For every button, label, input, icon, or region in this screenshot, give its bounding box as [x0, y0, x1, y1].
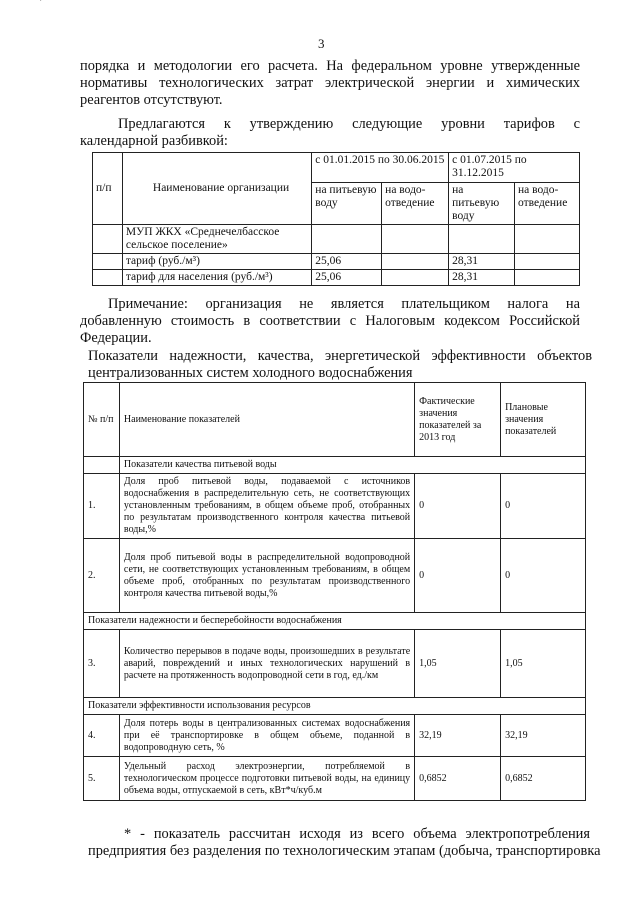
col-planned-header: Плановые значения показателей — [501, 383, 586, 457]
text-line: * - показатель рассчитан исходя из всего объема электропотребления — [124, 826, 590, 842]
text-line: Федерации. — [80, 330, 152, 346]
col-num-header: п/п — [93, 153, 123, 225]
cell-empty — [84, 457, 120, 474]
text-line: Предлагаются к утверждению следующие уровни тарифов с — [118, 116, 580, 132]
col-name-header: Наименование показателей — [119, 383, 414, 457]
pop-p1-water: 25,06 — [312, 270, 382, 286]
text-line: Примечание: организация не является плательщиком налога на — [108, 296, 580, 312]
period1-header: с 01.01.2015 по 30.06.2015 — [312, 153, 449, 183]
sub-drain-header: на водо- отведение — [382, 183, 449, 225]
proposal-paragraph — [80, 116, 580, 150]
indicator-name: Количество перерывов в подаче воды, произошедших в результате аварий, повреждений и иных технологических нарушений в расчете на протяженность водопроводной сети в год, ед./км — [119, 630, 414, 698]
row-num: 1. — [84, 474, 120, 539]
indicators-title — [88, 348, 592, 382]
planned-value: 0 — [501, 474, 586, 539]
cell-empty — [449, 225, 515, 254]
cell-empty — [312, 225, 382, 254]
text-line: реагентов отсутствуют. — [80, 92, 223, 108]
actual-value: 0,6852 — [415, 757, 501, 801]
section-efficiency: Показатели эффективности использования ресурсов — [84, 698, 586, 715]
cell-empty — [382, 270, 449, 286]
tariff-p2-water: 28,31 — [449, 254, 515, 270]
row-num: 3. — [84, 630, 120, 698]
tariff-label: тариф (руб./м³) — [122, 254, 311, 270]
actual-value: 0 — [415, 539, 501, 613]
actual-value: 32,19 — [415, 715, 501, 757]
intro-paragraph — [80, 58, 580, 109]
sub-water-header: на питьевую воду — [312, 183, 382, 225]
indicator-name: Доля проб питьевой воды, подаваемой с источников водоснабжения в распределительную сеть, не соответствующих установленным требованиям, в общем объеме проб, отобранных по результатам производственного контроля качества питьевой воды,% — [119, 474, 414, 539]
section-reliability: Показатели надежности и бесперебойности водоснабжения — [84, 613, 586, 630]
col-num-header: № п/п — [84, 383, 120, 457]
text-line: порядка и методологии его расчета. На федеральном уровне утвержденные — [80, 58, 580, 74]
col-name-header: Наименование организации — [122, 153, 311, 225]
cell-empty — [382, 254, 449, 270]
cell-empty — [93, 254, 123, 270]
scan-edge-line — [40, 0, 78, 1]
period2-header: с 01.07.2015 по 31.12.2015 — [449, 153, 580, 183]
org-name-cell: МУП ЖКХ «Среднечелбасское сельское поселение» — [122, 225, 311, 254]
section-quality: Показатели качества питьевой воды — [119, 457, 585, 474]
text-line: нормативы технологических затрат электрической энергии и химических — [80, 75, 580, 91]
row-num: 4. — [84, 715, 120, 757]
footnote-paragraph — [88, 826, 601, 860]
col-actual-header: Фактические значения показателей за 2013 год — [415, 383, 501, 457]
row-num: 5. — [84, 757, 120, 801]
pop-p2-water: 28,31 — [449, 270, 515, 286]
planned-value: 0 — [501, 539, 586, 613]
text-line: предприятия без разделения по технологическим этапам (добыча, транспортировка — [88, 843, 601, 859]
actual-value: 1,05 — [415, 630, 501, 698]
page-number: 3 — [318, 36, 325, 51]
planned-value: 32,19 — [501, 715, 586, 757]
indicator-name: Доля проб питьевой воды в распределительной водопроводной сети, не соответствующих установленным требованиям, в общем объеме проб, отобранных по результатам производственного контроля качества питьевой воды,% — [119, 539, 414, 613]
planned-value: 0,6852 — [501, 757, 586, 801]
text-line: Показатели надежности, качества, энергетической эффективности объектов — [88, 348, 592, 364]
cell-empty — [515, 225, 580, 254]
sub-drain-header: на водо- отведение — [515, 183, 580, 225]
cell-empty — [382, 225, 449, 254]
tariff-p1-water: 25,06 — [312, 254, 382, 270]
cell-empty — [515, 254, 580, 270]
text-line: централизованных систем холодного водоснабжения — [88, 365, 413, 381]
note-paragraph — [80, 296, 580, 347]
sub-water-header: на питьевую воду — [449, 183, 515, 225]
planned-value: 1,05 — [501, 630, 586, 698]
indicators-table — [83, 382, 586, 801]
text-line: календарной разбивкой: — [80, 133, 228, 149]
cell-empty — [515, 270, 580, 286]
text-line: добавленную стоимость в соответствии с Налоговым кодексом Российской — [80, 313, 580, 329]
pop-tariff-label: тариф для населения (руб./м³) — [122, 270, 311, 286]
tariff-table — [92, 152, 580, 286]
row-num: 2. — [84, 539, 120, 613]
cell-empty — [93, 225, 123, 254]
indicator-name: Удельный расход электроэнергии, потребляемой в технологическом процессе подготовки питьевой воды, на единицу объема воды, отпускаемой в сеть, кВт*ч/куб.м — [119, 757, 414, 801]
actual-value: 0 — [415, 474, 501, 539]
indicator-name: Доля потерь воды в централизованных системах водоснабжения при её транспортировке в общем объеме, поданной в водопроводную сеть, % — [119, 715, 414, 757]
cell-empty — [93, 270, 123, 286]
